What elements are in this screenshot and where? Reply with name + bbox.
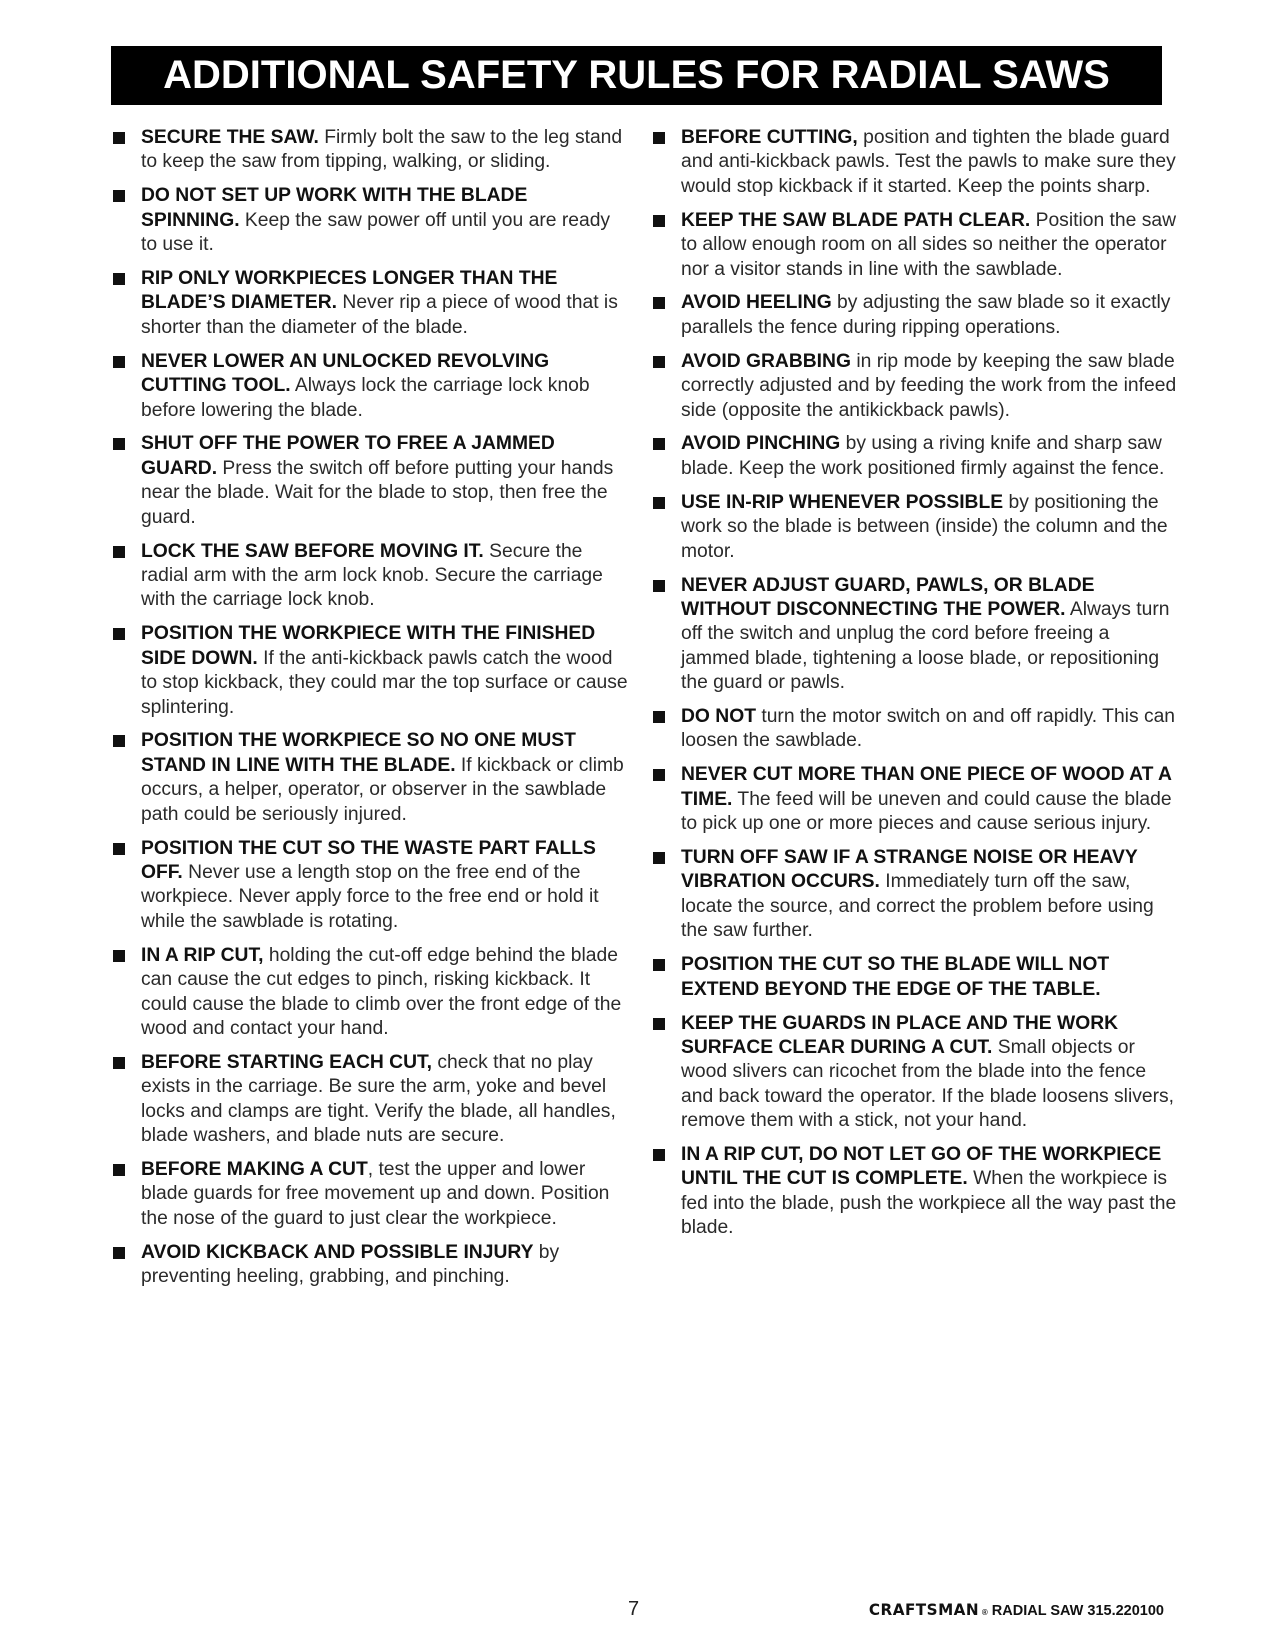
square-bullet-icon: [113, 438, 125, 450]
safety-rule-item: [652, 846, 1177, 944]
rule-heading: KEEP THE GUARDS IN PLACE AND THE WORK SURFACE CLEAR DURING A CUT.: [681, 1012, 1119, 1058]
rule-text: When the workpiece is fed into the blade, push the workpiece all the way past the blade.: [681, 1168, 1177, 1239]
page-title: ADDITIONAL SAFETY RULES FOR RADIAL SAWS: [163, 53, 1110, 97]
square-bullet-icon: [653, 132, 665, 144]
square-bullet-icon: [113, 1164, 125, 1176]
square-bullet-icon: [113, 1247, 125, 1259]
square-bullet-icon: [653, 356, 665, 368]
square-bullet-icon: [653, 438, 665, 450]
rule-text: Always turn off the switch and unplug the cord before freeing a jammed blade, tightening a loose blade, or repositioning the guard or pawls.: [681, 598, 1170, 694]
rule-text: by adjusting the saw blade so it exactly parallels the fence during ripping operations.: [681, 292, 1171, 338]
rule-heading: RIP ONLY WORKPIECES LONGER THAN THE BLADE’S DIAMETER.: [141, 268, 558, 314]
square-bullet-icon: [113, 950, 125, 962]
rule-heading: BEFORE STARTING EACH CUT,: [141, 1051, 433, 1073]
safety-rule-item: [112, 944, 628, 1042]
safety-rule-item: [112, 267, 628, 340]
model-label: RADIAL SAW 315.220100: [991, 1603, 1164, 1619]
registered-mark: ®: [981, 1608, 988, 1617]
rule-text: Keep the saw power off until you are ready to use it.: [141, 209, 611, 256]
safety-rule-item: [112, 622, 628, 720]
safety-rule-item: [652, 1143, 1177, 1241]
safety-rule-item: [112, 729, 628, 827]
craftsman-logo: CRAFTSMAN: [868, 1600, 979, 1619]
square-bullet-icon: [113, 190, 125, 202]
rule-text: Secure the radial arm with the arm lock knob. Secure the carriage with the carriage lock knob.: [141, 540, 603, 611]
rule-text: Position the saw to allow enough room on all sides so neither the operator nor a visitor stands in line with the sawblade.: [681, 209, 1176, 280]
safety-rule-item: [652, 350, 1177, 423]
safety-rule-item: [112, 540, 628, 613]
rule-heading: USE IN-RIP WHENEVER POSSIBLE: [681, 491, 1004, 513]
rule-heading: POSITION THE WORKPIECE WITH THE FINISHED SIDE DOWN.: [141, 623, 596, 669]
rule-text: by using a riving knife and sharp saw blade. Keep the work positioned firmly against the fence.: [681, 433, 1165, 479]
rule-heading: AVOID KICKBACK AND POSSIBLE INJURY: [141, 1241, 534, 1263]
square-bullet-icon: [113, 1057, 125, 1069]
rule-heading: IN A RIP CUT,: [141, 944, 264, 966]
right-column: [652, 126, 1177, 1250]
square-bullet-icon: [113, 843, 125, 855]
rule-heading: SHUT OFF THE POWER TO FREE A JAMMED GUARD.: [141, 433, 555, 479]
footer-brand: [866, 1600, 1164, 1619]
rule-heading: POSITION THE WORKPIECE SO NO ONE MUST STAND IN LINE WITH THE BLADE.: [141, 730, 576, 776]
safety-rule-item: [652, 126, 1177, 199]
rule-text: Never use a length stop on the free end of the workpiece. Never apply force to the free end or hold it while the sawblade is rotating.: [141, 861, 599, 932]
square-bullet-icon: [113, 628, 125, 640]
safety-rule-item: [652, 432, 1177, 481]
square-bullet-icon: [113, 132, 125, 144]
square-bullet-icon: [113, 356, 125, 368]
square-bullet-icon: [653, 580, 665, 592]
safety-rule-item: [112, 1051, 628, 1149]
safety-rule-item: [652, 705, 1177, 754]
square-bullet-icon: [653, 959, 665, 971]
rule-text: The feed will be uneven and could cause the blade to pick up one or more pieces and cause serious injury.: [681, 788, 1172, 835]
rule-heading: POSITION THE CUT SO THE WASTE PART FALLS OFF.: [141, 837, 596, 883]
safety-rule-item: [112, 350, 628, 423]
rule-heading: POSITION THE CUT SO THE BLADE WILL NOT EXTEND BEYOND THE EDGE OF THE TABLE.: [681, 954, 1110, 1000]
square-bullet-icon: [653, 769, 665, 781]
safety-rule-item: [652, 574, 1177, 696]
rule-heading: DO NOT SET UP WORK WITH THE BLADE SPINNING.: [141, 185, 528, 231]
safety-rule-item: [652, 291, 1177, 340]
rule-text: turn the motor switch on and off rapidly. This can loosen the sawblade.: [681, 706, 1176, 752]
square-bullet-icon: [653, 1018, 665, 1030]
rule-text: , test the upper and lower blade guards for free movement up and down. Position the nose of the guard to just clear the workpiece.: [141, 1158, 610, 1229]
rule-heading: KEEP THE SAW BLADE PATH CLEAR.: [681, 209, 1031, 231]
rule-text: Press the switch off before putting your hands near the blade. Wait for the blade to stop, then free the guard.: [141, 457, 614, 528]
rule-heading: SECURE THE SAW.: [141, 127, 319, 148]
safety-rule-item: [652, 953, 1177, 1002]
safety-rule-item: [112, 1241, 628, 1290]
page-number: 7: [628, 1598, 640, 1620]
safety-rule-item: [652, 209, 1177, 282]
safety-rule-item: [652, 1012, 1177, 1134]
rule-text: If the anti-kickback pawls catch the wood to stop kickback, they could mar the top surface or cause splintering.: [141, 647, 628, 718]
square-bullet-icon: [113, 735, 125, 747]
square-bullet-icon: [653, 497, 665, 509]
rule-heading: BEFORE MAKING A CUT: [141, 1158, 368, 1180]
rule-heading: IN A RIP CUT, DO NOT LET GO OF THE WORKPIECE UNTIL THE CUT IS COMPLETE.: [681, 1144, 1162, 1190]
safety-rule-item: [112, 432, 628, 530]
rule-text: If kickback or climb occurs, a helper, operator, or observer in the sawblade path could be seriously injured.: [141, 754, 624, 825]
rule-text: in rip mode by keeping the saw blade correctly adjusted and by feeding the work from the infeed side (opposite the antikickback pawls).: [681, 350, 1177, 421]
safety-rule-item: [652, 491, 1177, 564]
title-banner: [111, 46, 1162, 105]
rule-heading: TURN OFF SAW IF A STRANGE NOISE OR HEAVY VIBRATION OCCURS.: [681, 847, 1138, 893]
rule-heading: AVOID GRABBING: [681, 350, 851, 372]
rule-text: Firmly bolt the saw to the leg stand to keep the saw from tipping, walking, or sliding.: [141, 127, 623, 173]
square-bullet-icon: [113, 273, 125, 285]
rule-heading: AVOID HEELING: [681, 292, 832, 314]
rule-text: holding the cut-off edge behind the blade can cause the cut edges to pinch, risking kickback. It could cause the blade to climb over the front edge of the wood and contact your hand.: [141, 944, 622, 1039]
rule-text: Always lock the carriage lock knob before lowering the blade.: [141, 375, 590, 421]
square-bullet-icon: [653, 711, 665, 723]
rule-text: by preventing heeling, grabbing, and pinching.: [141, 1241, 560, 1288]
rule-text: by positioning the work so the blade is between (inside) the column and the motor.: [681, 491, 1168, 562]
square-bullet-icon: [653, 852, 665, 864]
safety-rule-item: [112, 1158, 628, 1231]
rule-text: Immediately turn off the saw, locate the source, and correct the problem before using the saw further.: [681, 871, 1154, 942]
safety-rule-item: [112, 184, 628, 257]
rule-heading: BEFORE CUTTING,: [681, 127, 858, 148]
rule-text: Never rip a piece of wood that is shorter than the diameter of the blade.: [141, 292, 618, 338]
square-bullet-icon: [113, 546, 125, 558]
square-bullet-icon: [653, 1149, 665, 1161]
square-bullet-icon: [653, 297, 665, 309]
rule-text: Small objects or wood slivers can ricochet from the blade into the fence and back toward the operator. If the blade loosens slivers, remove them with a stick, not your hand.: [681, 1036, 1175, 1132]
safety-rule-item: [652, 763, 1177, 836]
rule-heading: NEVER LOWER AN UNLOCKED REVOLVING CUTTING TOOL.: [141, 350, 550, 397]
rule-text: position and tighten the blade guard and anti-kickback pawls. Test the pawls to make sure they would stop kickback if it started. Keep the points sharp.: [681, 127, 1176, 197]
square-bullet-icon: [653, 215, 665, 227]
rule-text: check that no play exists in the carriage. Be sure the arm, yoke and bevel locks and clamps are tight. Verify the blade, all handles, blade washers, and blade nuts are secure.: [141, 1051, 616, 1147]
safety-rule-item: [112, 837, 628, 935]
rule-heading: AVOID PINCHING: [681, 433, 841, 455]
safety-rule-item: [112, 126, 628, 175]
rule-heading: NEVER CUT MORE THAN ONE PIECE OF WOOD AT A TIME.: [681, 764, 1172, 810]
rule-heading: DO NOT: [681, 706, 756, 728]
left-column: [112, 126, 628, 1299]
rule-heading: LOCK THE SAW BEFORE MOVING IT.: [141, 540, 484, 562]
rule-heading: NEVER ADJUST GUARD, PAWLS, OR BLADE WITHOUT DISCONNECTING THE POWER.: [681, 574, 1095, 620]
